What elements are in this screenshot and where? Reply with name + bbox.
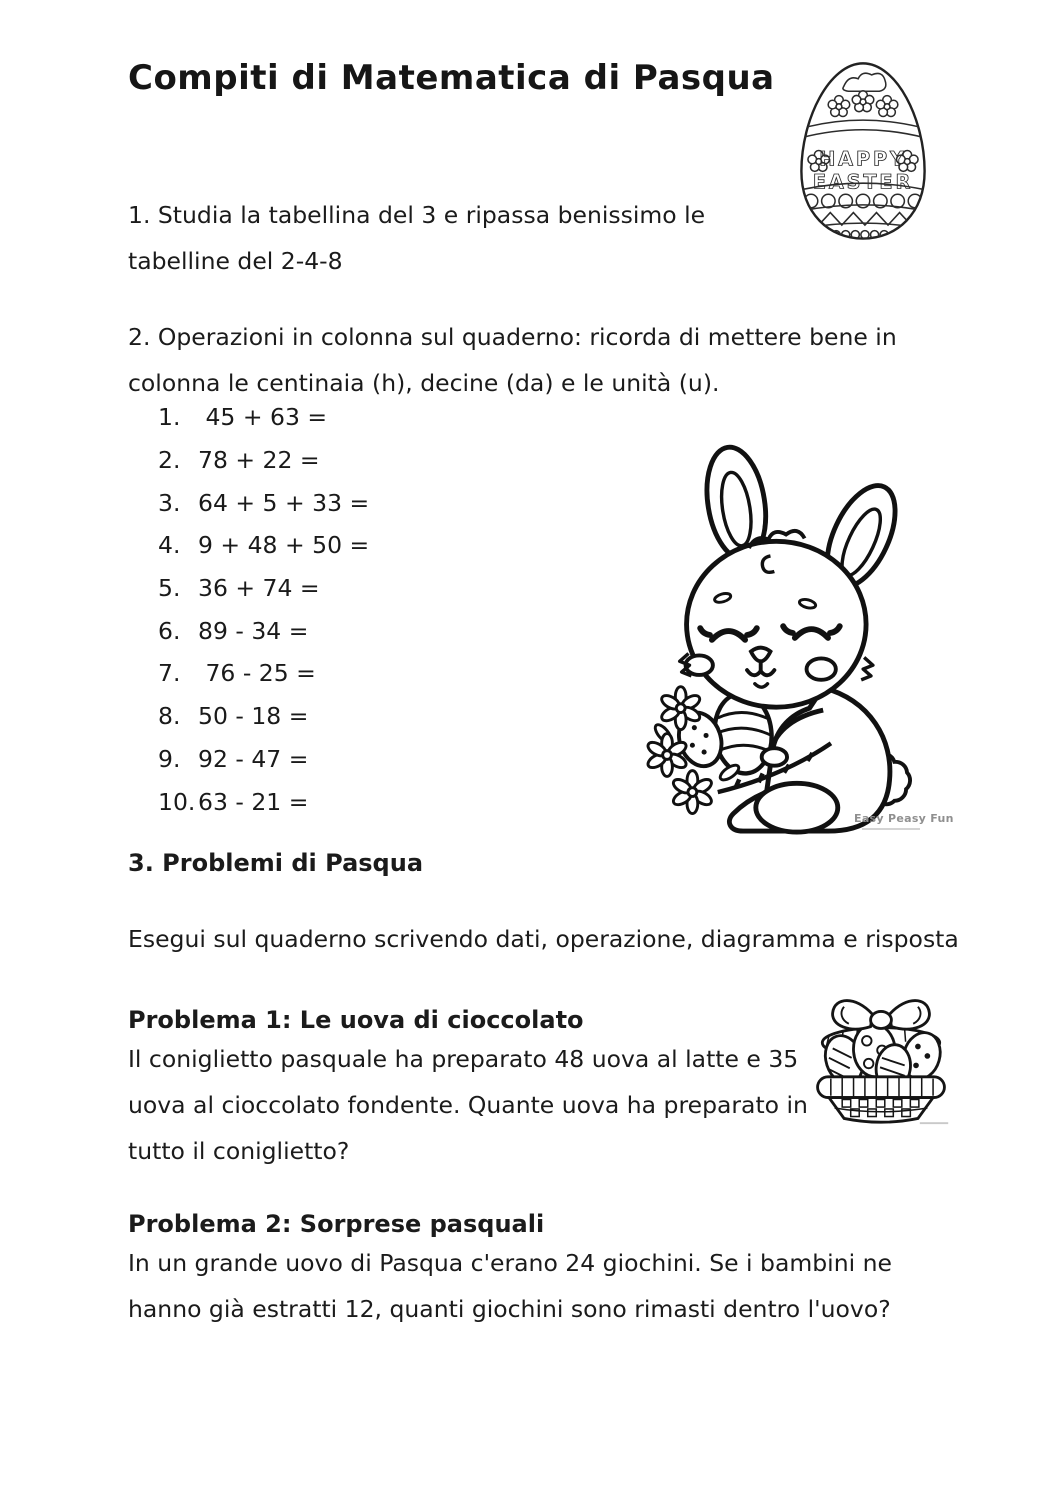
operation-number: 10. [158, 787, 196, 816]
easter-basket-illustration [800, 984, 962, 1126]
section-3-intro: Esegui sul quaderno scrivendo dati, operazione, diagramma e risposta [128, 925, 959, 953]
operation-number: 8. [158, 702, 181, 731]
operation-number: 4. [158, 531, 181, 560]
operation-item [158, 567, 369, 610]
operations-list [158, 396, 369, 823]
operation-item [158, 609, 369, 652]
task-2-line-1: 2. Operazioni in colonna sul quaderno: ricorda di mettere bene in [128, 323, 897, 351]
task-1-text [128, 192, 705, 284]
problem-1-heading: Problema 1: Le uova di cioccolato [128, 1006, 584, 1034]
operation-number: 9. [158, 744, 181, 773]
task-1-line-2: tabelline del 2-4-8 [128, 247, 343, 275]
operation-number: 1. [158, 403, 181, 432]
operation-number: 6. [158, 616, 181, 645]
operation-expression: 78 + 22 = [198, 446, 320, 475]
problem-1-line-3: tutto il coniglietto? [128, 1137, 350, 1165]
operation-expression: 76 - 25 = [198, 659, 316, 688]
operation-number: 3. [158, 488, 181, 517]
bunny-cheek [807, 658, 836, 679]
operation-number: 5. [158, 574, 181, 603]
operation-expression: 50 - 18 = [198, 702, 309, 731]
bunny-paw [762, 748, 787, 766]
illustration-watermark-subline [862, 828, 920, 830]
problem-2-line-2: hanno già estratti 12, quanti giochini sono rimasti dentro l'uovo? [128, 1295, 891, 1323]
operation-item [158, 652, 369, 695]
operation-item [158, 439, 369, 482]
operation-item [158, 524, 369, 567]
operation-number: 2. [158, 446, 181, 475]
egg-text-happy: HAPPY [819, 147, 907, 171]
operation-expression: 64 + 5 + 33 = [198, 488, 370, 517]
operation-expression: 9 + 48 + 50 = [198, 531, 370, 560]
page-title: Compiti di Matematica di Pasqua [128, 58, 775, 98]
operation-item [158, 695, 369, 738]
problem-2-line-1: In un grande uovo di Pasqua c'erano 24 giochini. Se i bambini ne [128, 1249, 892, 1277]
task-2-text [128, 314, 897, 406]
problem-1-line-2: uova al cioccolato fondente. Quante uova ha preparato in [128, 1091, 808, 1119]
operation-expression: 92 - 47 = [198, 744, 309, 773]
operation-expression: 36 + 74 = [198, 574, 320, 603]
problem-2-text [128, 1240, 892, 1332]
operation-expression: 45 + 63 = [198, 403, 328, 432]
bunny-foot [756, 783, 838, 832]
operation-number: 7. [158, 659, 181, 688]
bow-icon [833, 1001, 930, 1029]
bunny-illustration [628, 426, 950, 842]
operation-item [158, 396, 369, 439]
task-2-line-2: colonna le centinaia (h), decine (da) e le unità (u). [128, 369, 720, 397]
easter-egg-illustration [786, 52, 940, 248]
egg-text-easter: EASTER [812, 170, 914, 194]
basket-watermark-line [920, 1122, 948, 1124]
operation-item [158, 481, 369, 524]
problem-1-line-1: Il coniglietto pasquale ha preparato 48 uova al latte e 35 [128, 1045, 799, 1073]
section-3-heading: 3. Problemi di Pasqua [128, 849, 424, 877]
operation-expression: 63 - 21 = [198, 787, 309, 816]
flower-icon [671, 771, 714, 814]
operation-item [158, 780, 369, 823]
operation-expression: 89 - 34 = [198, 616, 309, 645]
task-1-line-1: 1. Studia la tabellina del 3 e ripassa benissimo le [128, 201, 706, 229]
operation-item [158, 738, 369, 781]
problem-2-heading: Problema 2: Sorprese pasquali [128, 1210, 545, 1238]
problem-1-text [128, 1036, 808, 1174]
illustration-watermark: Easy Peasy Fun [854, 812, 954, 825]
